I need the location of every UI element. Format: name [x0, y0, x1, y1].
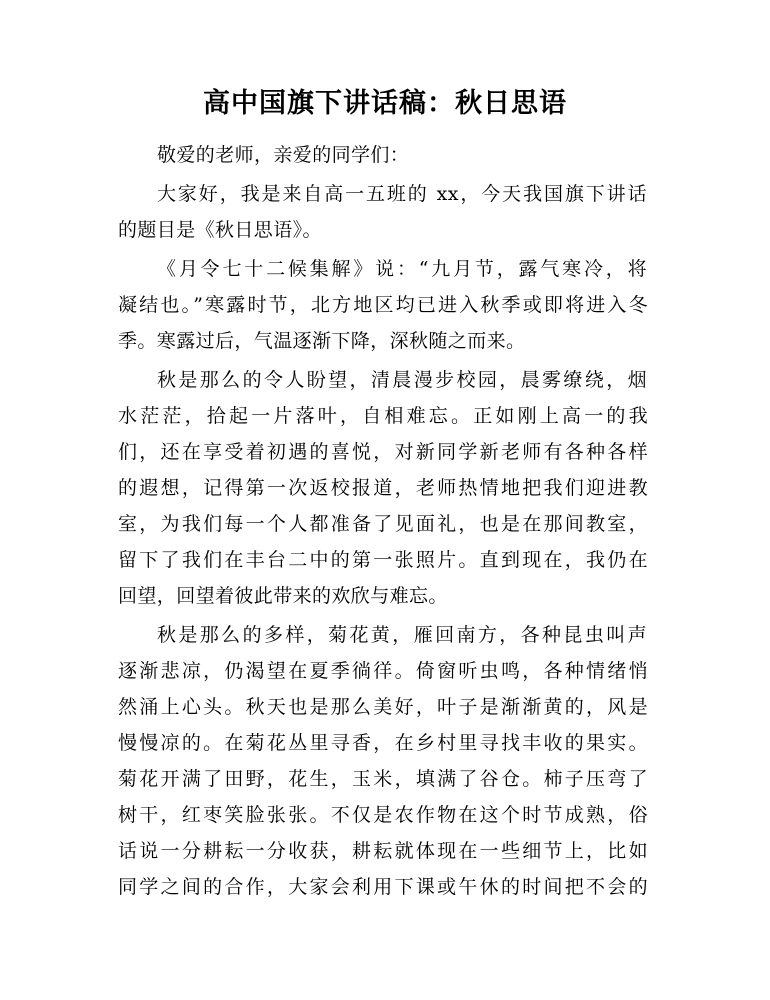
text-line: 们，还在享受着初遇的喜悦，对新同学新老师有各种各样: [118, 441, 648, 463]
text-line: 慢慢凉的。在菊花丛里寻香，在乡村里寻找丰收的果实。: [118, 732, 648, 754]
salutation-line: 敬爱的老师，亲爱的同学们：: [157, 144, 410, 166]
text-line: 话说一分耕耘一分收获，耕耘就体现在一些细节上，比如: [118, 840, 648, 862]
text-line: 同学之间的合作，大家会利用下课或午休的时间把不会的: [118, 876, 648, 898]
text-line: 季。寒露过后，气温逐渐下降，深秋随之而来。: [118, 330, 526, 352]
text-line: 逐渐悲凉，仍渴望在夏季徜徉。倚窗听虫鸣，各种情绪悄: [118, 660, 648, 682]
text-line: 凝结也。”寒露时节，北方地区均已进入秋季或即将进入冬: [118, 294, 648, 316]
text-line: 大家好，我是来自高一五班的 xx，今天我国旗下讲话: [157, 183, 647, 205]
text-line: 《月令七十二候集解》说：“九月节，露气寒冷，将: [157, 258, 647, 280]
text-line: 回望，回望着彼此带来的欢欣与难忘。: [118, 585, 448, 607]
text-line: 秋是那么的令人盼望，清晨漫步校园，晨雾缭绕，烟: [157, 369, 647, 391]
text-line: 然涌上心头。秋天也是那么美好，叶子是渐渐黄的，风是: [118, 696, 648, 718]
text-line: 秋是那么的多样，菊花黄，雁回南方，各种昆虫叫声: [157, 624, 647, 646]
text-line: 菊花开满了田野，花生，玉米，填满了谷仓。柿子压弯了: [118, 768, 648, 790]
document-title: 高中国旗下讲话稿：秋日思语: [203, 88, 567, 119]
text-line: 留下了我们在丰台二中的第一张照片。直到现在，我仍在: [118, 549, 648, 571]
text-line: 的题目是《秋日思语》。: [118, 219, 322, 241]
text-line: 水茫茫，拾起一片落叶，自相难忘。正如刚上高一的我: [118, 405, 648, 427]
text-line: 室，为我们每一个人都准备了见面礼，也是在那间教室，: [118, 513, 648, 535]
text-line: 树干，红枣笑脸张张。不仅是农作物在这个时节成熟，俗: [118, 804, 648, 826]
text-line: 的遐想，记得第一次返校报道，老师热情地把我们迎进教: [118, 477, 648, 499]
